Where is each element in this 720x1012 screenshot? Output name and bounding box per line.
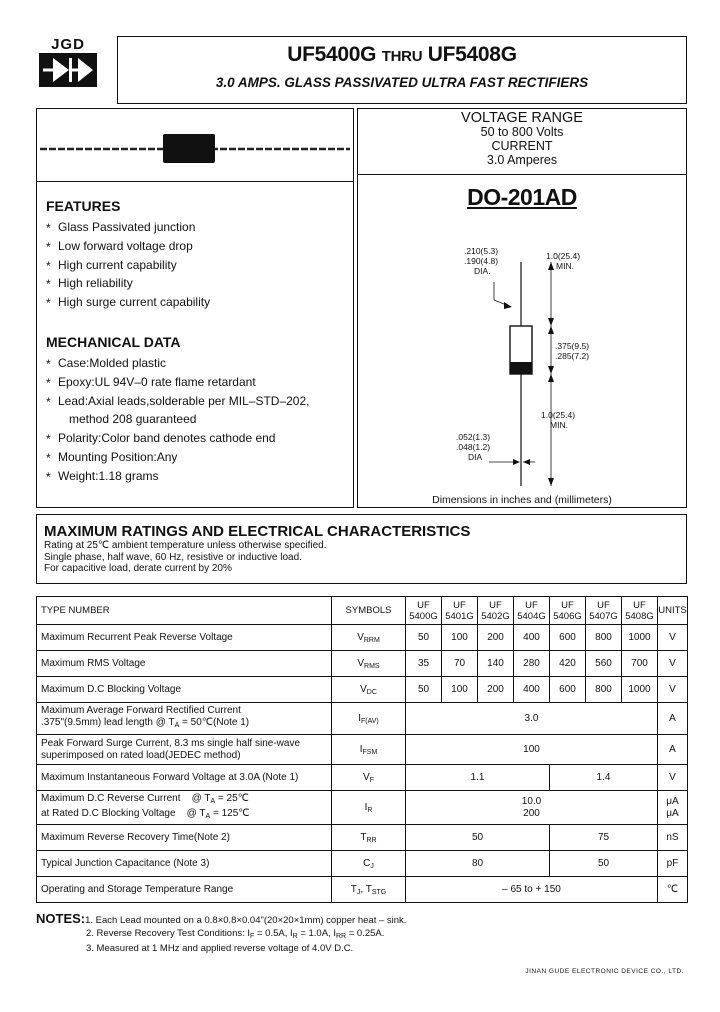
row-value: 3.0 (406, 703, 658, 735)
dim-body-len-1: .375(9.5) (555, 341, 590, 351)
mechanical-heading: MECHANICAL DATA (46, 334, 181, 350)
header-part: UF 5401G (442, 597, 478, 625)
table-row (37, 651, 688, 677)
header-type-number: TYPE NUMBER (37, 597, 332, 625)
row-unit: A (658, 703, 688, 735)
row-value: 100 (442, 625, 478, 651)
table-row (37, 735, 688, 765)
list-item: * Case:Molded plastic (46, 354, 346, 373)
row-value: 800 (586, 677, 622, 703)
row-value: 1000 (622, 677, 658, 703)
list-item: * High current capability (46, 256, 346, 275)
ratings-note-1: Rating at 25℃ ambient temperature unless otherwise specified. (44, 540, 327, 551)
table-row (37, 677, 688, 703)
row-unit: V (658, 765, 688, 791)
row-symbol: $I_{F(AV)}$ (332, 703, 406, 735)
row-value: 1.1 (406, 765, 550, 791)
row-value: 800 (586, 625, 622, 651)
row-param: Peak Forward Surge Current, 8.3 ms single half sine-wave superimposed on rated load(JEDEC method) (37, 735, 332, 765)
list-item: * Epoxy:UL 94V–0 rate flame retardant (46, 373, 346, 392)
header-part: UF 5407G (586, 597, 622, 625)
row-unit: nS (658, 825, 688, 851)
ratings-table (36, 596, 688, 903)
dim-body-dia-1: .210(5.3) (464, 246, 499, 256)
mechanical-list (46, 354, 346, 486)
header-symbols: SYMBOLS (332, 597, 406, 625)
ratings-title: MAXIMUM RATINGS AND ELECTRICAL CHARACTERISTICS (44, 523, 471, 540)
company-name: JINAN GUDE ELECTRONIC DEVICE CO., LTD. (525, 968, 684, 975)
row-value: 400 (514, 625, 550, 651)
features-list (46, 218, 346, 312)
list-item: * Weight:1.18 grams (46, 467, 346, 486)
note-3: 3. Measured at 1 MHz and applied reverse voltage of 4.0V D.C. (86, 943, 354, 954)
table-row (37, 765, 688, 791)
voltage-range-value: 50 to 800 Volts (480, 125, 564, 139)
list-item: * High surge current capability (46, 293, 346, 312)
title-thru: THRU (381, 48, 423, 65)
dim-body-dia-3: DIA. (474, 266, 491, 276)
dim-lead-len-top-2: MIN. (556, 261, 574, 271)
row-value: 1.4 (550, 765, 658, 791)
row-unit: V (658, 625, 688, 651)
header-part: UF 5404G (514, 597, 550, 625)
row-symbol: $T_J$, $T_{STG}$ (332, 877, 406, 903)
list-item: * Glass Passivated junction (46, 218, 346, 237)
current-value: 3.0 Amperes (486, 153, 558, 167)
note-2: 2. Reverse Recovery Test Conditions: $I_F = 0.5A$, $I_R = 1.0A$, $I_{RR} = 0.25A$. (86, 927, 385, 940)
list-item: * Low forward voltage drop (46, 237, 346, 256)
header-part: UF 5406G (550, 597, 586, 625)
header-part: UF 5408G (622, 597, 658, 625)
row-value: 560 (586, 651, 622, 677)
row-value: 600 (550, 625, 586, 651)
voltage-range-block (357, 111, 687, 167)
row-value: 280 (514, 651, 550, 677)
row-value: 400 (514, 677, 550, 703)
list-item: * High reliability (46, 274, 346, 293)
note-1: 1. Each Lead mounted on a 0.8×0.8×0.04"(20×20×1mm) copper heat – sink. (85, 915, 407, 926)
logo-text: JGD (51, 36, 85, 53)
row-unit: A (658, 735, 688, 765)
dim-lead-len-top-1: 1.0(25.4) (546, 251, 581, 261)
row-unit: V (658, 651, 688, 677)
row-value: 35 (406, 651, 442, 677)
row-symbol: $V_{RMS}$ (332, 651, 406, 677)
row-value: 70 (442, 651, 478, 677)
dimensions-caption: Dimensions in inches and (millimeters) (432, 494, 612, 506)
dim-lead-dia-3: DIA (468, 452, 483, 462)
row-param: Maximum D.C Blocking Voltage (37, 677, 332, 703)
dim-lead-len-bot-2: MIN. (550, 420, 568, 430)
row-symbol: $I_R$ (332, 791, 406, 825)
row-value: 50 (406, 625, 442, 651)
row-value: 700 (622, 651, 658, 677)
logo (36, 36, 100, 90)
page-subtitle: 3.0 AMPS. GLASS PASSIVATED ULTRA FAST RECTIFIERS (215, 75, 589, 90)
table-row (37, 877, 688, 903)
dim-body-dia-2: .190(4.8) (464, 256, 499, 266)
row-value: 50 (406, 825, 550, 851)
right-divider (357, 174, 687, 175)
diode-logo-icon (39, 53, 97, 87)
table-row (37, 851, 688, 877)
list-item: * Lead:Axial leads,solderable per MIL–STD–202, (46, 392, 346, 411)
row-value: 10.0 200 (406, 791, 658, 825)
row-value: – 65 to + 150 (406, 877, 658, 903)
header-units: UNITS (658, 597, 688, 625)
row-value: 600 (550, 677, 586, 703)
row-param: Maximum Instantaneous Forward Voltage at 3.0A (Note 1) (37, 765, 332, 791)
ratings-note-2: Single phase, half wave, 60 Hz, resistive or inductive load. (44, 551, 302, 563)
package-outline-drawing (357, 210, 687, 500)
table-row (37, 825, 688, 851)
row-value: 200 (478, 625, 514, 651)
row-unit: pF (658, 851, 688, 877)
row-param: Maximum D.C Reverse Current @ $T_A$ = 25℃ at Rated D.C Blocking Voltage @ $T_A$ = 125℃ (37, 791, 332, 825)
row-value: 80 (406, 851, 550, 877)
header-part: UF 5402G (478, 597, 514, 625)
row-symbol: $V_{DC}$ (332, 677, 406, 703)
list-item: * Mounting Position:Any (46, 448, 346, 467)
table-row (37, 791, 688, 825)
features-heading: FEATURES (46, 198, 121, 214)
row-param: Maximum Recurrent Peak Reverse Voltage (37, 625, 332, 651)
row-param: Maximum RMS Voltage (37, 651, 332, 677)
current-title: CURRENT (491, 139, 553, 153)
ratings-note-3: For capacitive load, derate current by 20% (44, 563, 232, 574)
row-unit: μA μA (658, 791, 688, 825)
row-symbol: $T_{RR}$ (332, 825, 406, 851)
dim-lead-len-bot-1: 1.0(25.4) (541, 410, 576, 420)
dim-lead-dia-1: .052(1.3) (456, 432, 491, 442)
row-value: 100 (442, 677, 478, 703)
row-param: Maximum Reverse Recovery Time(Note 2) (37, 825, 332, 851)
diode-package-image (36, 128, 354, 168)
row-symbol: $C_J$ (332, 851, 406, 877)
row-value: 75 (550, 825, 658, 851)
row-symbol: $V_{RRM}$ (332, 625, 406, 651)
row-value: 140 (478, 651, 514, 677)
row-unit: ℃ (658, 877, 688, 903)
notes-block (36, 913, 687, 956)
list-item: * Polarity:Color band denotes cathode end (46, 429, 346, 448)
package-name: DO-201AD (467, 184, 577, 210)
left-divider (36, 181, 354, 182)
row-value: 100 (406, 735, 658, 765)
row-unit: V (658, 677, 688, 703)
dim-body-len-2: .285(7.2) (555, 351, 590, 361)
row-value: 1000 (622, 625, 658, 651)
row-param: Maximum Average Forward Rectified Current .375"(9.5mm) lead length @ $T_A$ = 50℃(Note 1) (37, 703, 332, 735)
table-header-row (37, 597, 688, 625)
row-value: 200 (478, 677, 514, 703)
notes-label: NOTES: (36, 911, 86, 926)
list-item: method 208 guaranteed (69, 412, 197, 427)
table-row (37, 703, 688, 735)
dim-lead-dia-2: .048(1.2) (456, 442, 491, 452)
title-part1: UF5400G (287, 43, 377, 66)
row-symbol: $I_{FSM}$ (332, 735, 406, 765)
table-row (37, 625, 688, 651)
row-value: 50 (406, 677, 442, 703)
row-value: 420 (550, 651, 586, 677)
title-part2: UF5408G (427, 43, 517, 66)
row-param: Typical Junction Capacitance (Note 3) (37, 851, 332, 877)
row-value: 50 (550, 851, 658, 877)
voltage-range-title: VOLTAGE RANGE (461, 110, 583, 126)
header-part: UF 5400G (406, 597, 442, 625)
row-symbol: $V_F$ (332, 765, 406, 791)
page-title (117, 43, 687, 67)
row-param: Operating and Storage Temperature Range (37, 877, 332, 903)
ratings-notes (44, 540, 327, 575)
